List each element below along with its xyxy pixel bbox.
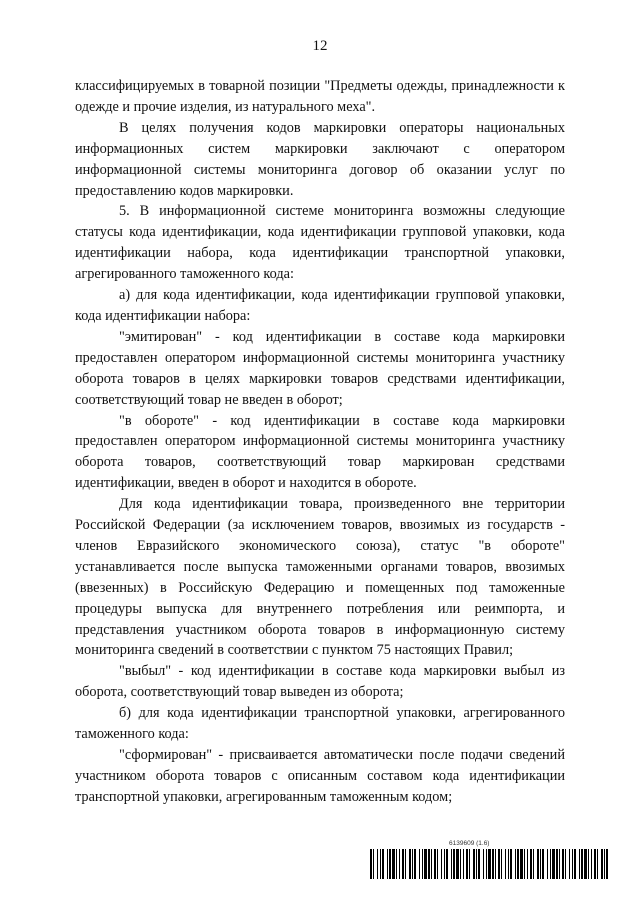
- barcode-bar: [606, 849, 608, 879]
- barcode-bar: [579, 849, 580, 879]
- barcode-bar: [476, 849, 477, 879]
- barcode-bar: [389, 849, 391, 879]
- page-number: 12: [312, 38, 328, 54]
- barcode-bar: [446, 849, 448, 879]
- barcode-bar: [396, 849, 397, 879]
- barcode-bar: [424, 849, 427, 879]
- barcode-bar: [604, 849, 605, 879]
- barcode-bar: [414, 849, 416, 879]
- barcode-bar: [520, 849, 523, 879]
- barcode-bar: [505, 849, 506, 879]
- document-code: 6139609 (1.6): [449, 840, 490, 847]
- barcode-bar: [478, 849, 480, 879]
- barcode-bar: [437, 849, 438, 879]
- barcode-bar: [370, 849, 372, 879]
- barcode-bar: [562, 849, 564, 879]
- paragraph: б) для кода идентификации транспортной упаковки, агрегированного таможенного кода:: [75, 705, 565, 743]
- barcode-bar: [486, 849, 487, 879]
- barcode-bar: [380, 849, 381, 879]
- barcode-bar: [431, 849, 432, 879]
- barcode-bar: [501, 849, 502, 879]
- barcode-bar: [466, 849, 468, 879]
- barcode-bar: [405, 849, 406, 879]
- barcode-bar: [441, 849, 442, 879]
- paragraph: В целях получения кодов маркировки операторы национальных информационных систем маркировки заключают с оператором информационной системы мониторинга договор об оказании услуг по предоставлению кодов маркировки.: [75, 119, 565, 199]
- barcode-bar: [515, 849, 516, 879]
- barcode-bar: [530, 849, 532, 879]
- barcode-bar: [434, 849, 436, 879]
- barcode-bar: [382, 849, 384, 879]
- barcode-bar: [584, 849, 587, 879]
- barcode-bar: [569, 849, 570, 879]
- barcode-bar: [524, 849, 525, 879]
- barcode-bar: [533, 849, 534, 879]
- paragraph: "сформирован" - присваивается автоматически после подачи сведений участником оборота товаров с описанным составом кода идентификации транспортной упаковки, агрегированным таможенным кодом;: [75, 747, 565, 805]
- paragraph: Для кода идентификации товара, произведенного вне территории Российской Федерации (за исключением товаров, ввозимых из государств - членов Евразийского экономического союза), статус "в обороте" устанавливается после выпуска таможенными органами товаров, ввозимых (ввезенных) в Российскую Федерацию и помещенных под таможенные процедуры выпуска для внутреннего потребления или реимпорта, и представления участником оборота товаров в информационную систему мониторинга сведений в соответствии с пунктом 75 настоящих Правил;: [75, 496, 565, 659]
- paragraph: "эмитирован" - код идентификации в составе кода маркировки предоставлен оператором информационной системы мониторинга участнику оборота товаров в целях маркировки товаров средствами идентификации, соответствующий товар не введен в оборот;: [75, 328, 565, 408]
- barcode-bar: [409, 849, 411, 879]
- paragraph: "выбыл" - код идентификации в составе кода маркировки выбыл из оборота, соответствующий товар выведен из оборота;: [75, 663, 565, 701]
- barcode-bar: [451, 849, 452, 879]
- barcode-bar: [488, 849, 491, 879]
- body-text: [75, 76, 565, 808]
- barcode-bar: [456, 849, 459, 879]
- barcode-bar: [565, 849, 566, 879]
- barcode-bar: [542, 849, 544, 879]
- barcode-bar: [527, 849, 528, 879]
- barcode-bar: [559, 849, 560, 879]
- barcode-bar: [492, 849, 494, 879]
- barcode-bar: [444, 849, 445, 879]
- barcode-bar: [601, 849, 603, 879]
- barcode-bar: [594, 849, 596, 879]
- barcode-bar: [463, 849, 464, 879]
- barcode-bar: [508, 849, 509, 879]
- barcode-bar: [556, 849, 558, 879]
- barcode-bar: [473, 849, 475, 879]
- barcode-bar: [460, 849, 461, 879]
- barcode-bar: [510, 849, 512, 879]
- barcode-bar: [588, 849, 589, 879]
- barcode-bar: [572, 849, 573, 879]
- barcode-bar: [552, 849, 555, 879]
- barcode-bar: [469, 849, 470, 879]
- barcode-bar: [517, 849, 519, 879]
- barcode-bar: [574, 849, 576, 879]
- barcode-bar: [428, 849, 430, 879]
- barcode-bar: [540, 849, 541, 879]
- barcode-bar: [387, 849, 388, 879]
- paragraph: "в обороте" - код идентификации в составе кода маркировки предоставлен оператором информационной системы мониторинга участнику оборота товаров, соответствующий товар маркирован средствами идентификации, введен в оборот и находится в обороте.: [75, 412, 565, 492]
- barcode-bar: [495, 849, 496, 879]
- barcode-bar: [581, 849, 583, 879]
- barcode-bar: [392, 849, 395, 879]
- barcode-bar: [483, 849, 484, 879]
- barcode-bar: [498, 849, 500, 879]
- paragraph: а) для кода идентификации, кода идентификации групповой упаковки, кода идентификации набора:: [75, 287, 565, 324]
- barcode-bar: [550, 849, 551, 879]
- barcode-icon: [370, 849, 610, 879]
- barcode-bar: [399, 849, 400, 879]
- barcode-bar: [412, 849, 413, 879]
- barcode-bar: [402, 849, 404, 879]
- paragraph: 5. В информационной системе мониторинга возможны следующие статусы кода идентификации, кода идентификации групповой упаковки, кода идентификации набора, кода идентификации транспортной упаковки, агрегированного таможенного кода:: [75, 203, 565, 283]
- barcode-bar: [377, 849, 378, 879]
- barcode-bar: [422, 849, 423, 879]
- barcode-bar: [597, 849, 598, 879]
- barcode-bar: [591, 849, 592, 879]
- paragraph: классифицируемых в товарной позиции "Предметы одежды, принадлежности к одежде и прочие изделия, из натурального меха".: [75, 78, 565, 115]
- barcode-bar: [547, 849, 548, 879]
- barcode-bar: [373, 849, 374, 879]
- barcode-bar: [419, 849, 420, 879]
- barcode-bar: [537, 849, 539, 879]
- barcode-bar: [453, 849, 455, 879]
